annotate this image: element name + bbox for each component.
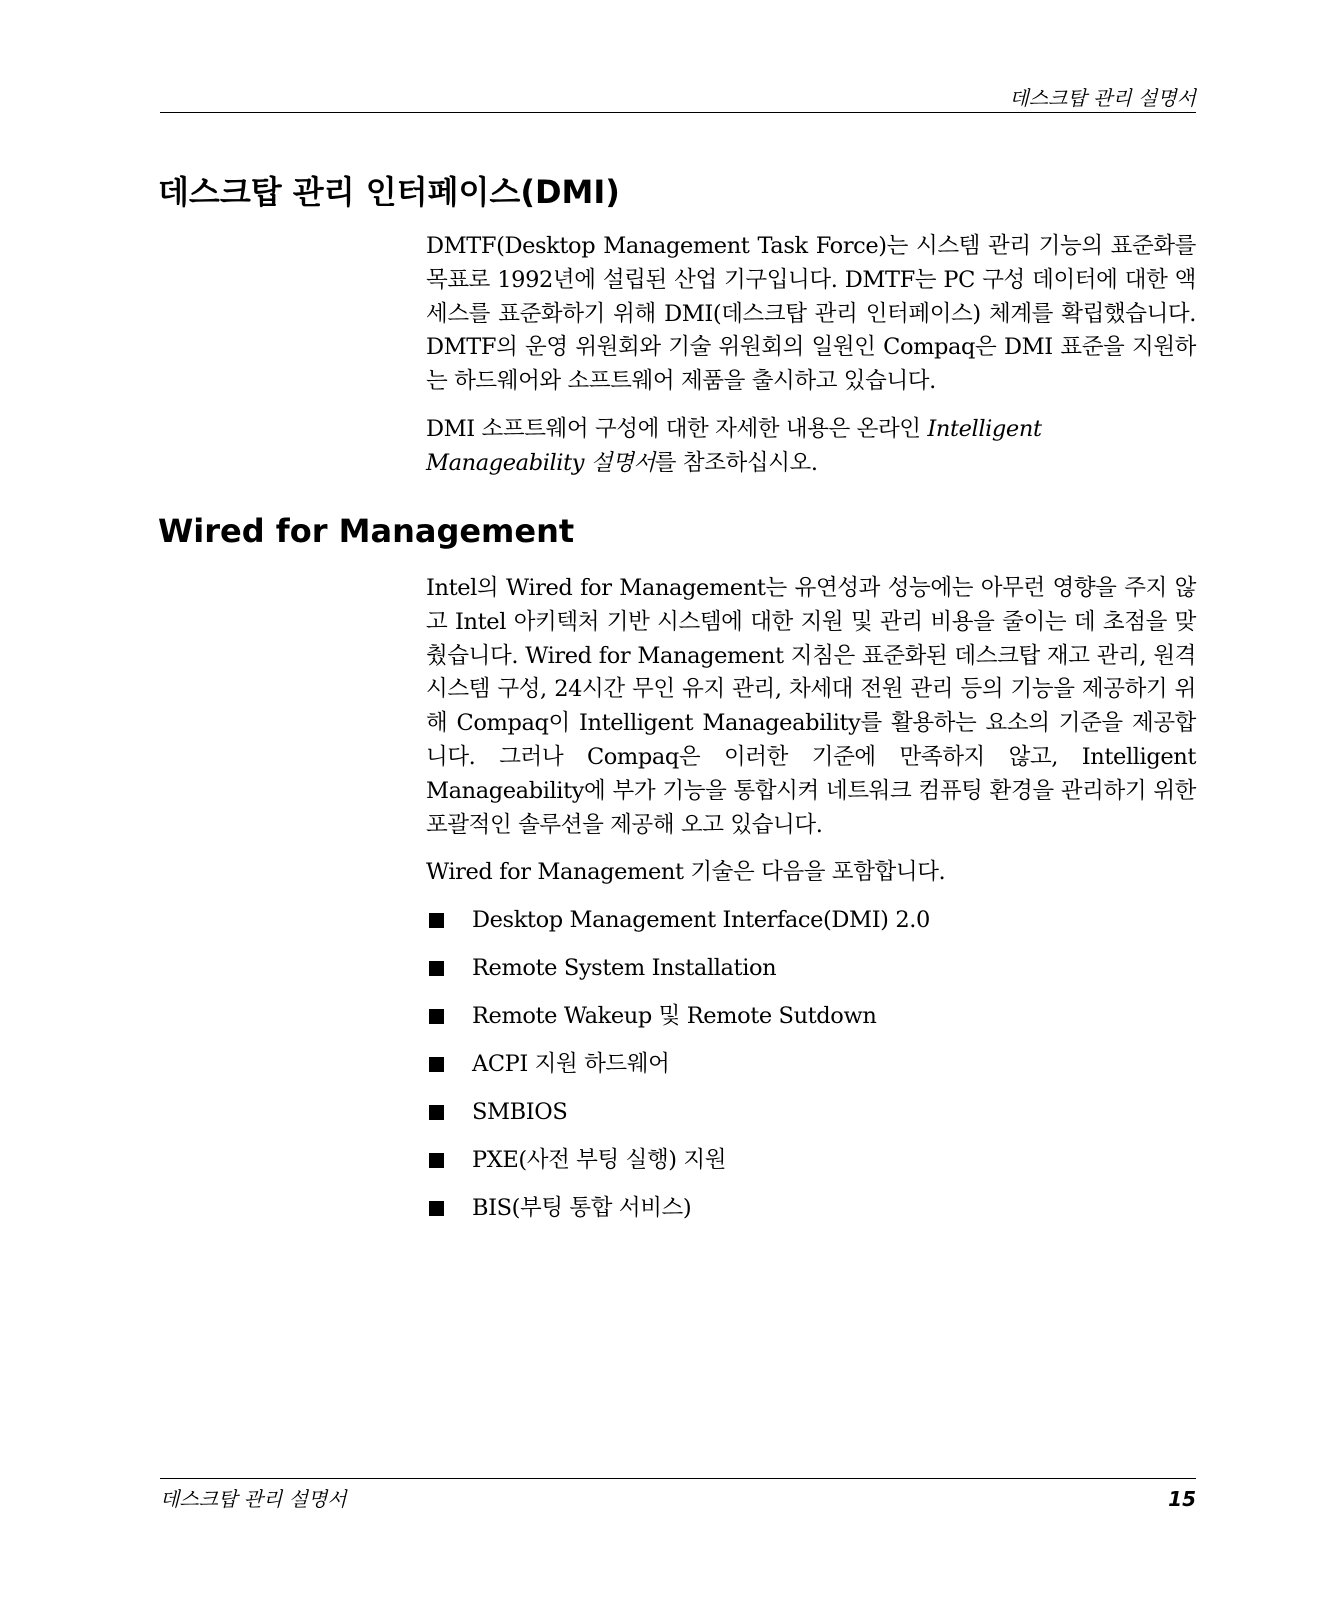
dmi-paragraph-2: [426, 413, 1196, 481]
footer-rule: [160, 1478, 1196, 1479]
running-header: 데스크탑 관리 설명서: [1009, 86, 1196, 110]
dmi-paragraph-2-prefix: DMI 소프트웨어 구성에 대한 자세한 내용은 온라인: [426, 415, 928, 442]
list-item: [426, 1048, 1196, 1096]
dmi-paragraph-1: DMTF(Desktop Management Task Force)는 시스템 관리 기능의 표준화를 목표로 1992년에 설립된 산업 기구입니다. DMTF는 PC 구성 데이터에 대한 액세스를 표준화하기 위해 DMI(데스크탑 관리 인터페이스) 체계를 확립했습니다. DMTF의 운영 위원회와 기술 위원회의 일원인 Compaq은 DMI 표준을 지원하는 하드웨어와 소프트웨어 제품을 출시하고 있습니다.: [426, 233, 1196, 395]
dmi-paragraph-2-suffix: 를 참조하십시오.: [654, 449, 818, 476]
header-rule: [160, 112, 1196, 113]
list-item-text: Desktop Management Interface(DMI) 2.0: [472, 907, 930, 934]
list-item-text: Remote System Installation: [472, 955, 777, 982]
section-title-wfm: Wired for Management: [158, 512, 575, 550]
list-item: [426, 1144, 1196, 1192]
list-item: [426, 1096, 1196, 1144]
footer-title: 데스크탑 관리 설명서: [160, 1487, 347, 1511]
square-bullet-icon: [429, 913, 444, 928]
page-number: 15: [1168, 1487, 1196, 1511]
wfm-section-body: [426, 572, 1196, 1240]
list-item: [426, 1192, 1196, 1240]
wfm-paragraph-1: Intel의 Wired for Management는 유연성과 성능에는 아무런 영향을 주지 않고 Intel 아키텍처 기반 시스템에 대한 지원 및 관리 비용을 줄이는 데 초점을 맞췄습니다. Wired for Management 지침은 표준화된 데스크탑 재고 관리, 원격 시스템 구성, 24시간 무인 유지 관리, 차세대 전원 관리 등의 기능을 제공하기 위해 Compaq이 Intelligent Manageability를 활용하는 요소의 기준을 제공합니다. 그러나 Compaq은 이러한 기준에 만족하지 않고, Intelligent Manageability에 부가 기능을 통합시켜 네트워크 컴퓨팅 환경을 관리하기 위한 포괄적인 솔루션을 제공해 오고 있습니다.: [426, 575, 1196, 838]
list-item: [426, 904, 1196, 952]
square-bullet-icon: [429, 1201, 444, 1216]
section-title-dmi: 데스크탑 관리 인터페이스(DMI): [158, 173, 620, 211]
square-bullet-icon: [429, 1009, 444, 1024]
square-bullet-icon: [429, 1057, 444, 1072]
list-item-text: ACPI 지원 하드웨어: [472, 1051, 670, 1078]
square-bullet-icon: [429, 1105, 444, 1120]
wfm-paragraph-2: Wired for Management 기술은 다음을 포함합니다.: [426, 859, 946, 886]
list-item-text: BIS(부팅 통합 서비스): [472, 1195, 692, 1222]
manual-title-reference: Intelligent Manageability 설명서: [426, 415, 1042, 476]
list-item: [426, 952, 1196, 1000]
list-item: [426, 1000, 1196, 1048]
dmi-section-body: [426, 230, 1196, 495]
square-bullet-icon: [429, 1153, 444, 1168]
feature-list: [426, 904, 1196, 1240]
list-item-text: SMBIOS: [472, 1099, 568, 1126]
square-bullet-icon: [429, 961, 444, 976]
list-item-text: Remote Wakeup 및 Remote Sutdown: [472, 1003, 877, 1030]
list-item-text: PXE(사전 부팅 실행) 지원: [472, 1147, 727, 1174]
